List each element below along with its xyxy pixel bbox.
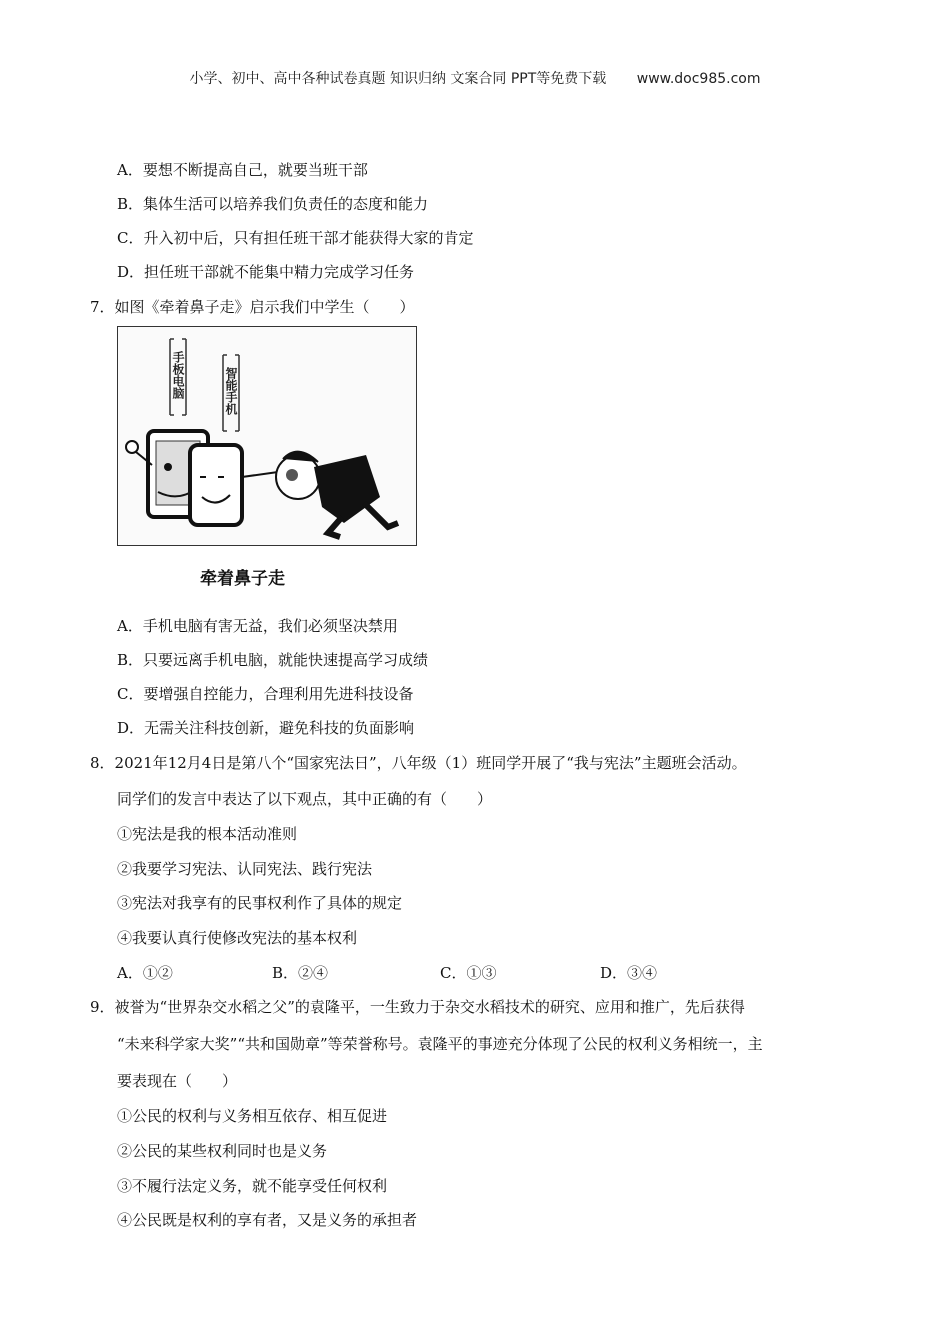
- q7-option-a: A．手机电脑有害无益，我们必须坚决禁用: [117, 617, 398, 635]
- figure-caption: 牵着鼻子走: [200, 569, 285, 589]
- q9-statement-3: ③不履行法定义务，就不能享受任何权利: [117, 1177, 388, 1195]
- q8-statement-1: ①宪法是我的根本活动准则: [117, 825, 298, 843]
- q6-option-d: D．担任班干部就不能集中精力完成学习任务: [117, 263, 415, 281]
- q8-statement-3: ③宪法对我享有的民事权利作了具体的规定: [117, 894, 403, 912]
- q6-option-b: B．集体生活可以培养我们负责任的态度和能力: [117, 195, 429, 213]
- q9-statement-1: ①公民的权利与义务相互依存、相互促进: [117, 1107, 388, 1125]
- q7-option-b: B．只要远离手机电脑，就能快速提高学习成绩: [117, 651, 429, 669]
- q9-stem-line2: “未来科学家大奖”“共和国勋章”等荣誉称号。袁隆平的事迹充分体现了公民的权利义务相统一，主: [117, 1035, 763, 1053]
- header-text: 小学、初中、高中各种试卷真题 知识归纳 文案合同 PPT等免费下载: [189, 71, 607, 87]
- q6-option-a: A．要想不断提高自己，就要当班干部: [117, 161, 368, 179]
- q8-choice-c: C．①③: [440, 964, 497, 982]
- q7-stem: 7．如图《牵着鼻子走》启示我们中学生（ ）: [90, 298, 415, 316]
- q8-statement-2: ②我要学习宪法、认同宪法、践行宪法: [117, 860, 373, 878]
- q6-option-c: C．升入初中后，只有担任班干部才能获得大家的肯定: [117, 229, 474, 247]
- q9-stem-line1: 9．被誉为“世界杂交水稻之父”的袁隆平，一生致力于杂交水稻技术的研究、应用和推广，先后获得: [90, 998, 745, 1016]
- header-url: www.doc985.com: [636, 71, 761, 87]
- q8-stem-line1: 8．2021年12月4日是第八个“国家宪法日”，八年级（1）班同学开展了“我与宪法”主题班会活动。: [90, 754, 747, 772]
- q8-statement-4: ④我要认真行使修改宪法的基本权利: [117, 929, 358, 947]
- page-header: [0, 68, 950, 88]
- q7-option-d: D．无需关注科技创新，避免科技的负面影响: [117, 719, 415, 737]
- q9-stem-line3: 要表现在（ ）: [117, 1072, 238, 1090]
- q8-choice-a: A．①②: [117, 964, 173, 982]
- q9-statement-2: ②公民的某些权利同时也是义务: [117, 1142, 328, 1160]
- q8-choice-d: D．③④: [600, 964, 658, 982]
- figure-label-left: 手板电脑: [171, 351, 185, 399]
- figure-label-right: 智能手机: [224, 367, 238, 415]
- cartoon-figure: [117, 326, 417, 546]
- q8-stem-line2: 同学们的发言中表达了以下观点，其中正确的有（ ）: [117, 790, 493, 808]
- q9-statement-4: ④公民既是权利的享有者，又是义务的承担者: [117, 1211, 418, 1229]
- q8-choice-b: B．②④: [272, 964, 329, 982]
- q7-option-c: C．要增强自控能力，合理利用先进科技设备: [117, 685, 414, 703]
